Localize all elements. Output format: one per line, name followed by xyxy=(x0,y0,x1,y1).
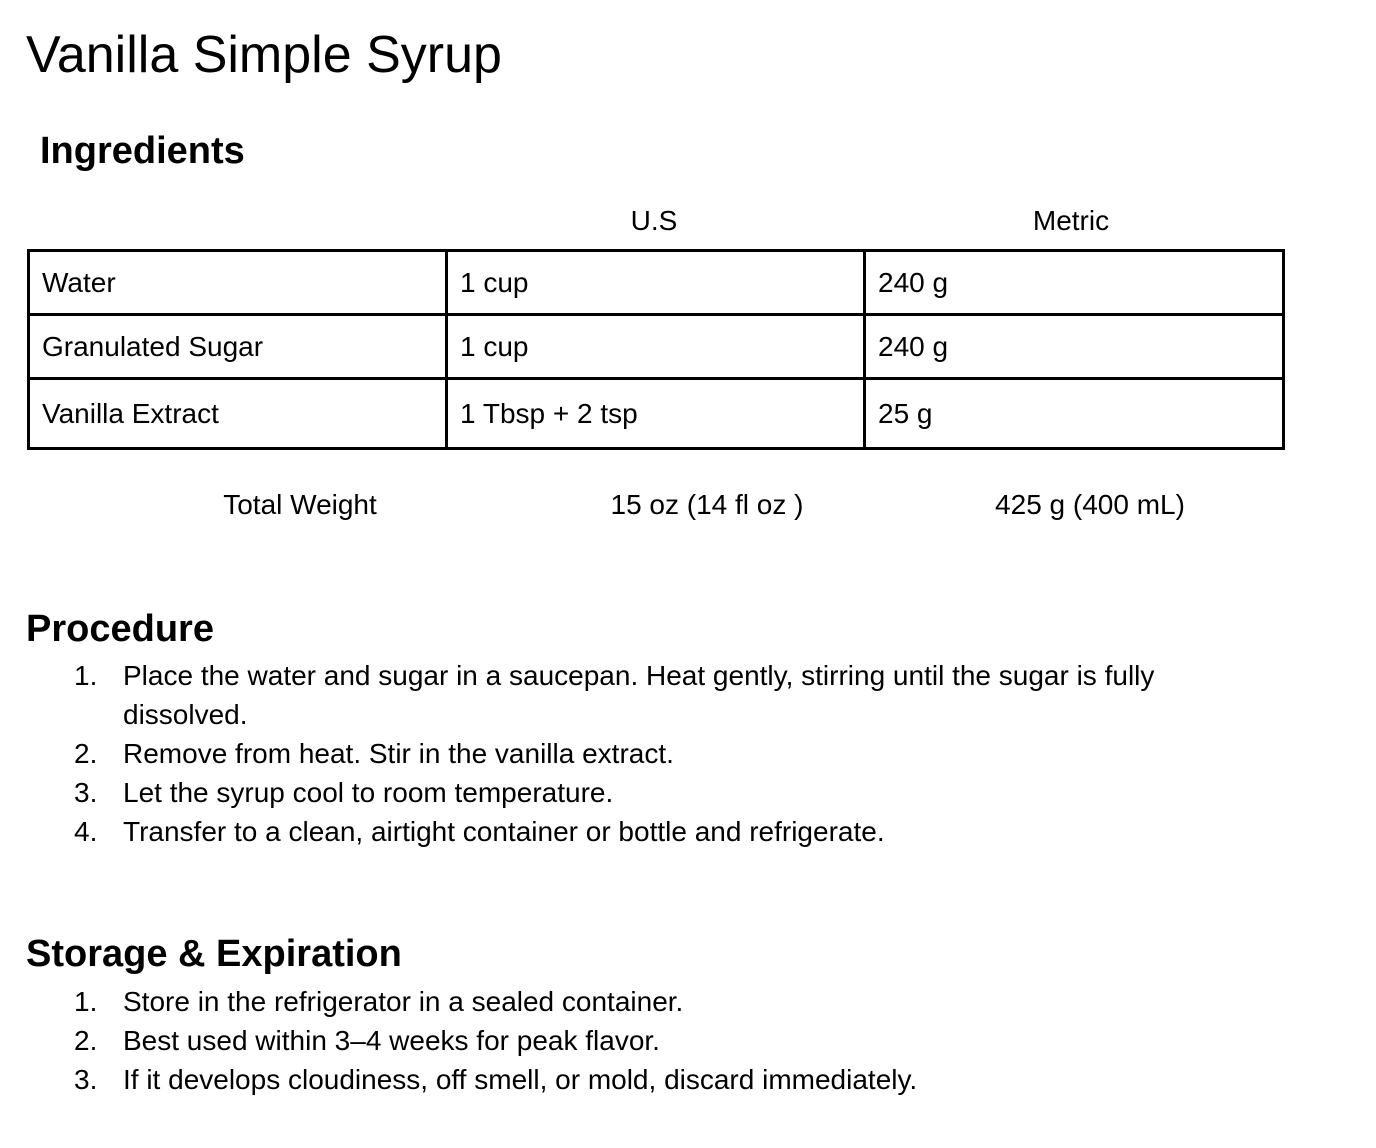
list-item xyxy=(26,812,1256,851)
list-item-text: Transfer to a clean, airtight container or bottle and refrigerate. xyxy=(123,816,885,847)
list-item-text: Store in the refrigerator in a sealed container. xyxy=(123,986,684,1017)
ingredient-us-cell: 1 Tbsp + 2 tsp xyxy=(447,379,865,449)
table-row xyxy=(29,315,1284,379)
table-row xyxy=(29,379,1284,449)
total-weight-metric: 425 g (400 mL) xyxy=(995,489,1185,520)
storage-heading: Storage & Expiration xyxy=(26,933,402,975)
ingredient-name-cell: Granulated Sugar xyxy=(29,315,447,379)
list-item-number: 3. xyxy=(74,1064,98,1095)
total-weight-us: 15 oz (14 fl oz ) xyxy=(610,489,804,520)
procedure-list xyxy=(26,656,1256,851)
procedure-heading: Procedure xyxy=(26,608,214,650)
column-header-metric: Metric xyxy=(1032,205,1110,236)
ingredient-us-cell: 1 cup xyxy=(447,251,865,315)
list-item xyxy=(26,773,1256,812)
list-item xyxy=(26,1060,1256,1099)
list-item-text: Remove from heat. Stir in the vanilla extract. xyxy=(123,738,674,769)
list-item-number: 2. xyxy=(74,738,98,769)
page-title: Vanilla Simple Syrup xyxy=(26,26,502,84)
list-item-number: 4. xyxy=(74,816,98,847)
ingredient-metric-cell: 240 g xyxy=(865,315,1284,379)
ingredient-us-cell: 1 cup xyxy=(447,315,865,379)
ingredient-name-cell: Vanilla Extract xyxy=(29,379,447,449)
list-item-text: Let the syrup cool to room temperature. xyxy=(123,777,614,808)
list-item-text: Place the water and sugar in a saucepan. Heat gently, stirring until the sugar is fully dissolved. xyxy=(123,660,1155,730)
list-item-text: Best used within 3–4 weeks for peak flavor. xyxy=(123,1025,660,1056)
ingredient-metric-cell: 240 g xyxy=(865,251,1284,315)
ingredients-heading: Ingredients xyxy=(40,130,245,172)
table-row xyxy=(29,251,1284,315)
list-item-text: If it develops cloudiness, off smell, or mold, discard immediately. xyxy=(123,1064,918,1095)
list-item xyxy=(26,656,1256,734)
list-item-number: 1. xyxy=(74,986,98,1017)
list-item xyxy=(26,1021,1256,1060)
total-weight-label: Total Weight xyxy=(223,489,377,520)
list-item xyxy=(26,734,1256,773)
list-item-number: 2. xyxy=(74,1025,98,1056)
list-item-number: 3. xyxy=(74,777,98,808)
ingredient-metric-cell: 25 g xyxy=(865,379,1284,449)
ingredient-name-cell: Water xyxy=(29,251,447,315)
list-item xyxy=(26,982,1256,1021)
column-header-us: U.S xyxy=(630,205,678,236)
storage-list xyxy=(26,982,1256,1099)
list-item-number: 1. xyxy=(74,660,98,691)
ingredients-table xyxy=(27,249,1285,450)
